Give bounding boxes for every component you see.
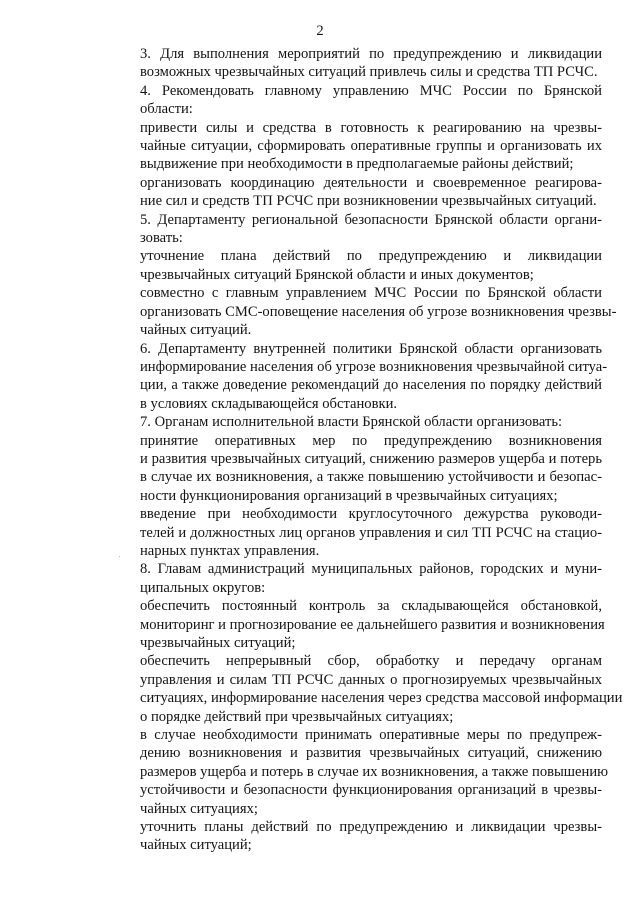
text-line: телей и должностных лиц органов управления и сил ТП РСЧС на стацио- (140, 524, 602, 541)
paragraph (100, 284, 617, 339)
text-line: организовать координацию деятельности и своевременное реагирова- (140, 174, 602, 191)
paragraph (100, 340, 608, 414)
paragraph (100, 45, 602, 82)
paragraph (100, 82, 602, 119)
text-line: введение при необходимости круглосуточного дежурства руководи- (140, 506, 602, 523)
text-line: чрезвычайных ситуаций; (140, 635, 296, 651)
text-line: ние сил и средств ТП РСЧС при возникновении чрезвычайных ситуаций. (140, 193, 597, 210)
text-line: 7. Органам исполнительной власти Брянской области организовать: (140, 414, 563, 431)
text-line: организовать СМС-оповещение населения об угрозе возникновения чрезвы- (140, 303, 617, 320)
text-line: чайные ситуации, сформировать оперативные группы и организовать их (140, 138, 602, 155)
paragraph (100, 247, 602, 284)
text-line: ципальных округов: (140, 579, 266, 596)
text-line: и развития чрезвычайных ситуаций, снижению размеров ущерба и потерь (140, 450, 602, 467)
text-line: в случае необходимости принимать оперативные меры по предупреж- (140, 727, 602, 744)
text-line: 6. Департаменту внутренней политики Брянской области организовать (140, 340, 602, 357)
page-number: 2 (316, 23, 324, 39)
text-line: 4. Рекомендовать главному управлению МЧС России по Брянской (140, 82, 602, 99)
text-line: устойчивости и безопасности функционирования организаций в чрезвы- (140, 782, 602, 799)
text-line: нарных пунктах управления. (140, 542, 320, 559)
paragraph (100, 174, 602, 211)
text-line: ности функционирования организаций в чрезвычайных ситуациях; (140, 487, 558, 504)
text-line: обеспечить непрерывный сбор, обработку и передачу органам (140, 653, 602, 670)
text-line: в условиях складывающейся обстановки. (140, 395, 398, 412)
text-line: в случае их возникновения, а также повышению устойчивости и безопас- (140, 469, 602, 486)
scan-speck (119, 556, 120, 557)
text-line: ции, а также доведение рекомендаций до населения по порядку действий (140, 377, 602, 394)
text-line: ситуациях, информирование населения через средства массовой информации (140, 690, 623, 707)
text-line: дению возникновения и развития чрезвычайных ситуаций, снижению (140, 745, 602, 762)
paragraph (100, 560, 602, 597)
text-line: 8. Главам администраций муниципальных районов, городских и муни- (140, 561, 602, 578)
text-line: уточнить планы действий по предупреждению и ликвидации чрезвы- (140, 819, 602, 836)
text-line: привести силы и средства в готовность к реагированию на чрезвы- (140, 119, 602, 136)
paragraph (100, 413, 602, 431)
text-line: чайных ситуаций. (140, 322, 252, 339)
text-line: обеспечить постоянный контроль за складывающейся обстановкой, (140, 598, 602, 615)
paragraph (100, 432, 602, 506)
paragraph (100, 652, 623, 726)
text-line: о порядке действий при чрезвычайных ситуациях; (140, 708, 454, 725)
text-line: информирование населения об угрозе возникновения чрезвычайной ситуа- (140, 358, 608, 375)
text-line: совместно с главным управлением МЧС России по Брянской области (140, 285, 602, 302)
text-line: чрезвычайных ситуаций Брянской области и иных документов; (140, 266, 534, 283)
text-line: принятие оперативных мер по предупреждению возникновения (140, 432, 602, 449)
paragraph (100, 119, 602, 174)
text-line: возможных чрезвычайных ситуаций привлечь силы и средства ТП РСЧС. (140, 64, 598, 81)
text-line: 5. Департаменту региональной безопасности Брянской области органи- (140, 211, 602, 228)
text-line: размеров ущерба и потерь в случае их возникновения, а также повышению (140, 763, 609, 780)
text-line: зовать: (140, 230, 183, 247)
text-line: 3. Для выполнения мероприятий по предупреждению и ликвидации (140, 46, 602, 62)
paragraph (100, 726, 609, 818)
text-line: области: (140, 101, 193, 118)
text-line: чайных ситуациях; (140, 800, 258, 817)
paragraph (100, 597, 605, 652)
text-line: выдвижение при необходимости в предполагаемые районы действий; (140, 156, 574, 173)
text-line: уточнение плана действий по предупреждению и ликвидации (140, 248, 602, 265)
text-line: чайных ситуаций; (140, 837, 252, 854)
text-line: мониторинг и прогнозирование ее дальнейшего развития и возникновения (140, 616, 605, 633)
paragraph (100, 505, 602, 560)
paragraph (100, 211, 602, 248)
text-line: управления и силам ТП РСЧС данных о прогнозируемых чрезвычайных (140, 671, 602, 688)
document-body (100, 45, 623, 855)
paragraph (100, 818, 602, 855)
